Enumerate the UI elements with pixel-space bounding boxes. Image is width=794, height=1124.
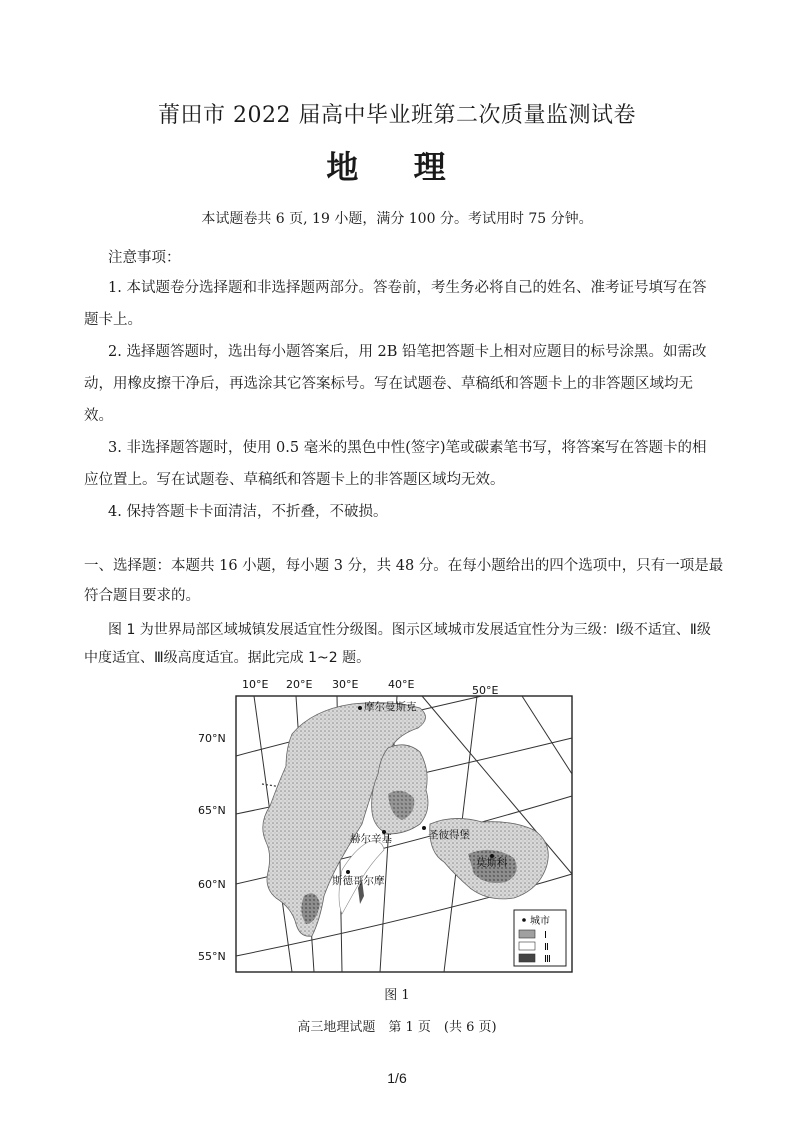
page-footer: 高三地理试题 第 1 页 (共 6 页)	[297, 1020, 497, 1035]
city-dot-st-petersburg	[422, 826, 426, 830]
exam-title: 莆田市 2022 届高中毕业班第二次质量监测试卷	[158, 103, 636, 128]
question-intro	[84, 616, 724, 672]
legend-level-3: Ⅲ	[544, 954, 551, 965]
city-label-st-petersburg: 圣彼得堡	[428, 829, 470, 841]
city-label-helsinki: 赫尔辛基	[350, 833, 392, 845]
lon-label-40e: 40°E	[388, 678, 415, 691]
legend-swatch-level-1	[519, 930, 535, 938]
note-item: 1. 本试题卷分选择题和非选择题两部分。答卷前，考生务必将自己的姓名、准考证号填写在答题卡上。	[84, 280, 707, 328]
lon-label-10e: 10°E	[242, 678, 269, 691]
city-label-moscow: 莫斯科	[476, 857, 508, 869]
lat-label-70n: 70°N	[198, 732, 226, 745]
notes-heading: 注意事项：	[108, 250, 181, 266]
lon-label-30e: 30°E	[332, 678, 359, 691]
note-item: 4. 保持答题卡卡面清洁，不折叠，不破损。	[108, 504, 388, 520]
lat-label-65n: 65°N	[198, 804, 226, 817]
map-legend	[514, 910, 566, 966]
legend-city-label: 城市	[530, 916, 550, 927]
map-graphic	[192, 674, 592, 984]
lat-label-55n: 55°N	[198, 950, 226, 963]
city-dot-murmansk	[358, 706, 362, 710]
city-dot-stockholm	[346, 870, 350, 874]
legend-swatch-level-3	[519, 954, 535, 962]
subject-title: 地 理	[326, 148, 468, 186]
exam-info: 本试题卷共 6 页, 19 小题，满分 100 分。考试用时 75 分钟。	[201, 211, 593, 227]
note-item: 2. 选择题答题时，选出每小题答案后，用 2B 铅笔把答题卡上相对应题目的标号涂黑。如需改动，用橡皮擦干净后，再选涂其它答案标号。写在试题卷、草稿纸和答题卡上的非答题区域均无效。	[84, 344, 707, 424]
lon-label-50e: 50°E	[472, 684, 499, 697]
figure-caption: 图 1	[384, 988, 410, 1003]
page-number: 1/6	[387, 1070, 407, 1086]
legend-level-2: Ⅱ	[544, 942, 549, 953]
legend-level-1: Ⅰ	[544, 930, 547, 941]
legend-swatch-level-2	[519, 942, 535, 950]
city-label-stockholm: 斯德哥尔摩	[332, 875, 385, 887]
lat-label-60n: 60°N	[198, 878, 226, 891]
city-label-murmansk: 摩尔曼斯克	[364, 701, 417, 713]
intro-text: 图 1 为世界局部区域城镇发展适宜性分级图。图示区域城市发展适宜性分为三级：Ⅰ级不适宜、Ⅱ级中度适宜、Ⅲ级高度适宜。据此完成 1~2 题。	[84, 622, 711, 666]
note-item: 3. 非选择题答题时，使用 0.5 毫米的黑色中性(签字)笔或碳素笔书写，将答案写在答题卡的相应位置上。写在试题卷、草稿纸和答题卡上的非答题区域均无效。	[84, 440, 707, 488]
lon-label-20e: 20°E	[286, 678, 313, 691]
notes-list	[84, 272, 720, 528]
figure-1-map	[192, 674, 592, 984]
section-heading: 一、选择题：本题共 16 小题，每小题 3 分，共 48 分。在每小题给出的四个选项中，只有一项是最符合题目要求的。	[84, 558, 724, 604]
